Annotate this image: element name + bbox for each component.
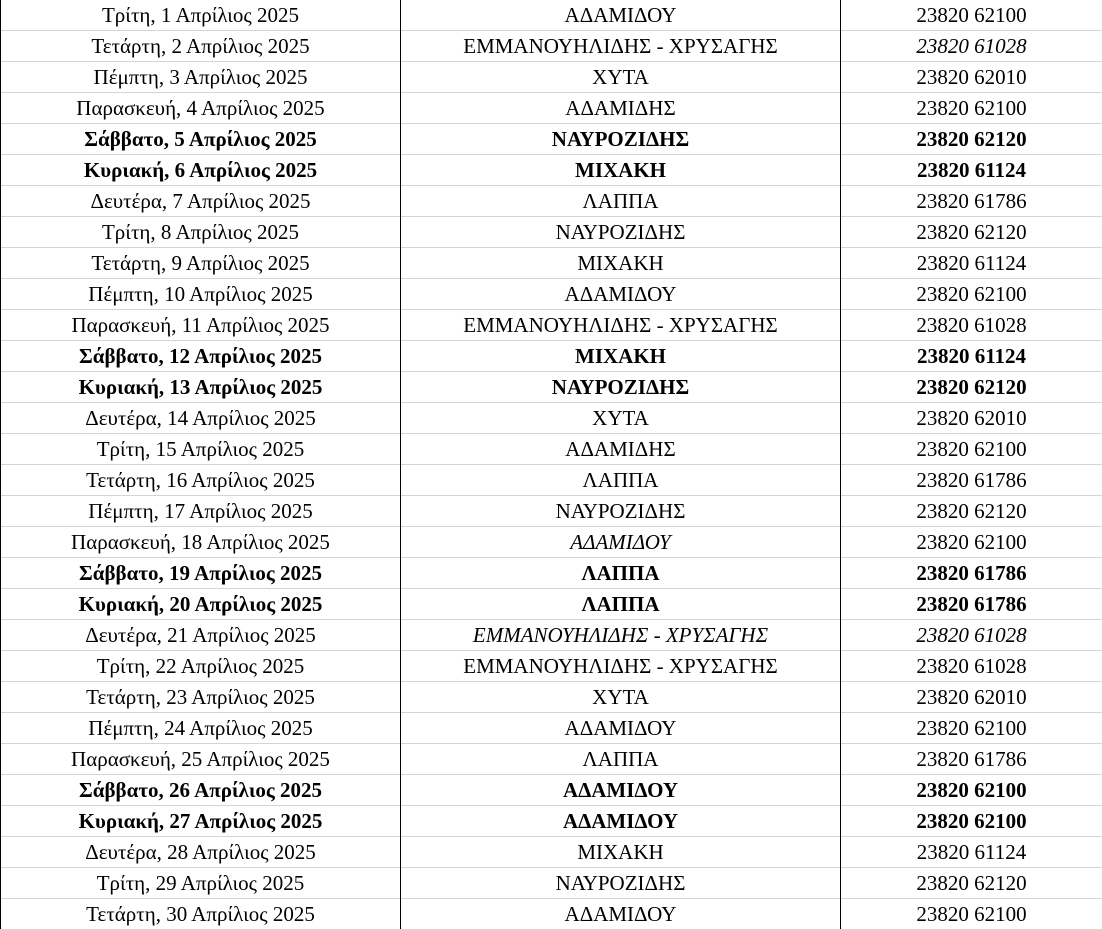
date-cell: Τετάρτη, 9 Απρίλιος 2025 bbox=[1, 248, 401, 279]
phone-number-cell: 23820 61028 bbox=[841, 31, 1102, 62]
table-body bbox=[1, 0, 1102, 930]
pharmacy-name-cell: ΑΔΑΜΙΔΟΥ bbox=[401, 713, 841, 744]
pharmacy-name-cell: ΝΑΥΡΟΖΙΔΗΣ bbox=[401, 217, 841, 248]
table-row bbox=[1, 620, 1102, 651]
date-cell: Δευτέρα, 7 Απρίλιος 2025 bbox=[1, 186, 401, 217]
phone-number-cell: 23820 62100 bbox=[841, 527, 1102, 558]
date-cell: Τρίτη, 15 Απρίλιος 2025 bbox=[1, 434, 401, 465]
pharmacy-name-cell: ΝΑΥΡΟΖΙΔΗΣ bbox=[401, 496, 841, 527]
phone-number-cell: 23820 61028 bbox=[841, 620, 1102, 651]
table-row bbox=[1, 434, 1102, 465]
table-row bbox=[1, 279, 1102, 310]
phone-number-cell: 23820 61124 bbox=[841, 155, 1102, 186]
table-row bbox=[1, 527, 1102, 558]
phone-number-cell: 23820 61028 bbox=[841, 651, 1102, 682]
phone-number-cell: 23820 62100 bbox=[841, 713, 1102, 744]
pharmacy-name-cell: ΜΙΧΑΚΗ bbox=[401, 837, 841, 868]
pharmacy-name-cell: ΕΜΜΑΝΟΥΗΛΙΔΗΣ - ΧΡΥΣΑΓΗΣ bbox=[401, 651, 841, 682]
date-cell: Κυριακή, 13 Απρίλιος 2025 bbox=[1, 372, 401, 403]
phone-number-cell: 23820 62100 bbox=[841, 806, 1102, 837]
pharmacy-name-cell: ΧΥΤΑ bbox=[401, 682, 841, 713]
pharmacy-name-cell: ΕΜΜΑΝΟΥΗΛΙΔΗΣ - ΧΡΥΣΑΓΗΣ bbox=[401, 620, 841, 651]
phone-number-cell: 23820 62120 bbox=[841, 217, 1102, 248]
date-cell: Τετάρτη, 30 Απρίλιος 2025 bbox=[1, 899, 401, 930]
pharmacy-name-cell: ΑΔΑΜΙΔΟΥ bbox=[401, 0, 841, 31]
date-cell: Κυριακή, 20 Απρίλιος 2025 bbox=[1, 589, 401, 620]
table-row bbox=[1, 93, 1102, 124]
date-cell: Παρασκευή, 11 Απρίλιος 2025 bbox=[1, 310, 401, 341]
phone-number-cell: 23820 62100 bbox=[841, 434, 1102, 465]
table-row bbox=[1, 589, 1102, 620]
phone-number-cell: 23820 62100 bbox=[841, 279, 1102, 310]
table-row bbox=[1, 682, 1102, 713]
date-cell: Σάββατο, 26 Απρίλιος 2025 bbox=[1, 775, 401, 806]
table-row bbox=[1, 0, 1102, 31]
table-row bbox=[1, 651, 1102, 682]
pharmacy-name-cell: ΛΑΠΠΑ bbox=[401, 744, 841, 775]
date-cell: Τετάρτη, 23 Απρίλιος 2025 bbox=[1, 682, 401, 713]
phone-number-cell: 23820 61786 bbox=[841, 558, 1102, 589]
phone-number-cell: 23820 61124 bbox=[841, 248, 1102, 279]
table-row bbox=[1, 744, 1102, 775]
phone-number-cell: 23820 62120 bbox=[841, 496, 1102, 527]
date-cell: Παρασκευή, 25 Απρίλιος 2025 bbox=[1, 744, 401, 775]
pharmacy-name-cell: ΝΑΥΡΟΖΙΔΗΣ bbox=[401, 124, 841, 155]
pharmacy-name-cell: ΧΥΤΑ bbox=[401, 62, 841, 93]
table-row bbox=[1, 496, 1102, 527]
date-cell: Σάββατο, 5 Απρίλιος 2025 bbox=[1, 124, 401, 155]
pharmacy-name-cell: ΑΔΑΜΙΔΟΥ bbox=[401, 806, 841, 837]
table-row bbox=[1, 62, 1102, 93]
table-row bbox=[1, 868, 1102, 899]
table-row bbox=[1, 186, 1102, 217]
pharmacy-name-cell: ΑΔΑΜΙΔΗΣ bbox=[401, 434, 841, 465]
table-row bbox=[1, 775, 1102, 806]
phone-number-cell: 23820 61124 bbox=[841, 837, 1102, 868]
date-cell: Δευτέρα, 14 Απρίλιος 2025 bbox=[1, 403, 401, 434]
phone-number-cell: 23820 61028 bbox=[841, 310, 1102, 341]
date-cell: Πέμπτη, 10 Απρίλιος 2025 bbox=[1, 279, 401, 310]
table-row bbox=[1, 248, 1102, 279]
date-cell: Τρίτη, 22 Απρίλιος 2025 bbox=[1, 651, 401, 682]
pharmacy-name-cell: ΕΜΜΑΝΟΥΗΛΙΔΗΣ - ΧΡΥΣΑΓΗΣ bbox=[401, 310, 841, 341]
pharmacy-name-cell: ΧΥΤΑ bbox=[401, 403, 841, 434]
table-row bbox=[1, 372, 1102, 403]
pharmacy-name-cell: ΑΔΑΜΙΔΟΥ bbox=[401, 527, 841, 558]
phone-number-cell: 23820 62010 bbox=[841, 403, 1102, 434]
phone-number-cell: 23820 61786 bbox=[841, 186, 1102, 217]
table-row bbox=[1, 465, 1102, 496]
date-cell: Δευτέρα, 28 Απρίλιος 2025 bbox=[1, 837, 401, 868]
pharmacy-name-cell: ΑΔΑΜΙΔΗΣ bbox=[401, 93, 841, 124]
table-row bbox=[1, 341, 1102, 372]
pharmacy-name-cell: ΛΑΠΠΑ bbox=[401, 589, 841, 620]
date-cell: Παρασκευή, 4 Απρίλιος 2025 bbox=[1, 93, 401, 124]
table-row bbox=[1, 806, 1102, 837]
phone-number-cell: 23820 62010 bbox=[841, 62, 1102, 93]
date-cell: Πέμπτη, 17 Απρίλιος 2025 bbox=[1, 496, 401, 527]
phone-number-cell: 23820 61124 bbox=[841, 341, 1102, 372]
pharmacy-name-cell: ΛΑΠΠΑ bbox=[401, 558, 841, 589]
table-row bbox=[1, 124, 1102, 155]
date-cell: Σάββατο, 19 Απρίλιος 2025 bbox=[1, 558, 401, 589]
table-row bbox=[1, 558, 1102, 589]
phone-number-cell: 23820 62100 bbox=[841, 93, 1102, 124]
phone-number-cell: 23820 62010 bbox=[841, 682, 1102, 713]
phone-number-cell: 23820 62100 bbox=[841, 0, 1102, 31]
pharmacy-name-cell: ΜΙΧΑΚΗ bbox=[401, 341, 841, 372]
pharmacy-name-cell: ΕΜΜΑΝΟΥΗΛΙΔΗΣ - ΧΡΥΣΑΓΗΣ bbox=[401, 31, 841, 62]
date-cell: Τρίτη, 8 Απρίλιος 2025 bbox=[1, 217, 401, 248]
table-row bbox=[1, 155, 1102, 186]
phone-number-cell: 23820 61786 bbox=[841, 744, 1102, 775]
pharmacy-name-cell: ΜΙΧΑΚΗ bbox=[401, 155, 841, 186]
date-cell: Πέμπτη, 3 Απρίλιος 2025 bbox=[1, 62, 401, 93]
date-cell: Τετάρτη, 2 Απρίλιος 2025 bbox=[1, 31, 401, 62]
table-row bbox=[1, 899, 1102, 930]
table-row bbox=[1, 837, 1102, 868]
pharmacy-name-cell: ΛΑΠΠΑ bbox=[401, 186, 841, 217]
table-row bbox=[1, 310, 1102, 341]
date-cell: Δευτέρα, 21 Απρίλιος 2025 bbox=[1, 620, 401, 651]
date-cell: Κυριακή, 27 Απρίλιος 2025 bbox=[1, 806, 401, 837]
phone-number-cell: 23820 62120 bbox=[841, 868, 1102, 899]
phone-number-cell: 23820 62100 bbox=[841, 775, 1102, 806]
phone-number-cell: 23820 62120 bbox=[841, 372, 1102, 403]
date-cell: Τρίτη, 1 Απρίλιος 2025 bbox=[1, 0, 401, 31]
pharmacy-name-cell: ΑΔΑΜΙΔΟΥ bbox=[401, 279, 841, 310]
phone-number-cell: 23820 62120 bbox=[841, 124, 1102, 155]
date-cell: Τετάρτη, 16 Απρίλιος 2025 bbox=[1, 465, 401, 496]
date-cell: Κυριακή, 6 Απρίλιος 2025 bbox=[1, 155, 401, 186]
date-cell: Τρίτη, 29 Απρίλιος 2025 bbox=[1, 868, 401, 899]
table-row bbox=[1, 713, 1102, 744]
table-row bbox=[1, 403, 1102, 434]
date-cell: Παρασκευή, 18 Απρίλιος 2025 bbox=[1, 527, 401, 558]
pharmacy-name-cell: ΑΔΑΜΙΔΟΥ bbox=[401, 775, 841, 806]
date-cell: Σάββατο, 12 Απρίλιος 2025 bbox=[1, 341, 401, 372]
pharmacy-name-cell: ΛΑΠΠΑ bbox=[401, 465, 841, 496]
pharmacy-name-cell: ΜΙΧΑΚΗ bbox=[401, 248, 841, 279]
phone-number-cell: 23820 62100 bbox=[841, 899, 1102, 930]
table-row bbox=[1, 31, 1102, 62]
phone-number-cell: 23820 61786 bbox=[841, 589, 1102, 620]
phone-number-cell: 23820 61786 bbox=[841, 465, 1102, 496]
pharmacy-name-cell: ΝΑΥΡΟΖΙΔΗΣ bbox=[401, 868, 841, 899]
pharmacy-name-cell: ΑΔΑΜΙΔΟΥ bbox=[401, 899, 841, 930]
date-cell: Πέμπτη, 24 Απρίλιος 2025 bbox=[1, 713, 401, 744]
pharmacy-name-cell: ΝΑΥΡΟΖΙΔΗΣ bbox=[401, 372, 841, 403]
table-row bbox=[1, 217, 1102, 248]
